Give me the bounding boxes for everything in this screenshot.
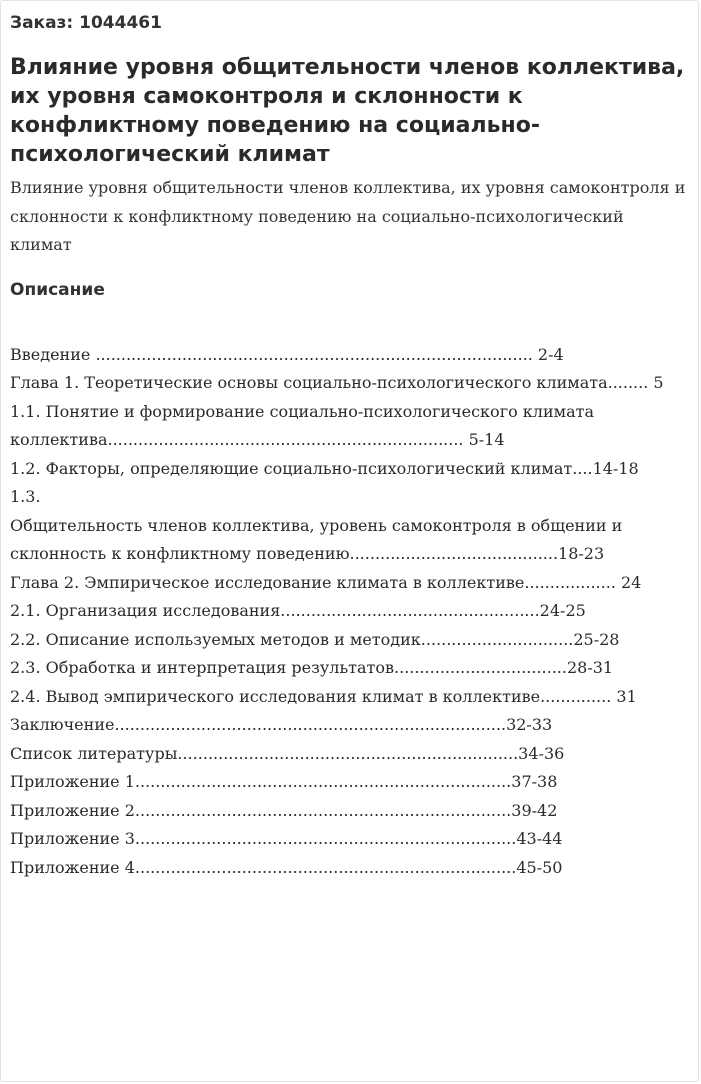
toc-item: Приложение 1..........................................................................37-38 <box>10 772 558 791</box>
toc-item: Приложение 4...........................................................................45-50 <box>10 857 563 877</box>
toc-item: 2.1. Организация исследования...................................................24-25 <box>10 601 586 620</box>
toc-item: Общительность членов коллектива, уровень самоконтроля в общении и склонность к конфликтному поведению.........................................18-23 <box>10 515 623 563</box>
document-content <box>10 11 690 882</box>
toc-item: 1.2. Факторы, определяющие социально-психологический климат....14-18 <box>10 458 639 478</box>
toc-item: 2.2. Описание используемых методов и методик..............................25-28 <box>10 629 620 649</box>
toc-item: 1.3. <box>10 487 41 506</box>
toc-item: 2.3. Обработка и интерпретация результатов..................................28-31 <box>10 658 614 677</box>
page-title: Влияние уровня общительности членов коллектива, их уровня самоконтроля и склонности к конфликтному поведению на социально-психологический климат <box>10 55 685 167</box>
description-heading: Описание <box>10 279 105 300</box>
toc-item: Список литературы...................................................................34-36 <box>10 743 565 763</box>
table-of-contents <box>10 341 690 883</box>
toc-item: Введение ...................................................................................... 2-4 <box>10 344 564 364</box>
toc-item: 1.1. Понятие и формирование социально-психологического климата коллектива...................................................................... 5-14 <box>10 401 594 449</box>
toc-item: Глава 2. Эмпирическое исследование климата в коллективе.................. 24 <box>10 572 642 592</box>
toc-item: Приложение 3...........................................................................43-44 <box>10 829 563 848</box>
toc-item: Глава 1. Теоретические основы социально-психологического климата........ 5 <box>10 373 664 392</box>
toc-item: Приложение 2..........................................................................39-42 <box>10 800 558 820</box>
page-subtitle: Влияние уровня общительности членов коллектива, их уровня самоконтроля и склонности к конфликтному поведению на социально-психологический климат <box>10 178 686 254</box>
order-number: Заказ: 1044461 <box>10 13 162 33</box>
toc-item: Заключение.............................................................................32-33 <box>10 715 553 734</box>
toc-item: 2.4. Вывод эмпирического исследования климат в коллективе.............. 31 <box>10 686 637 706</box>
